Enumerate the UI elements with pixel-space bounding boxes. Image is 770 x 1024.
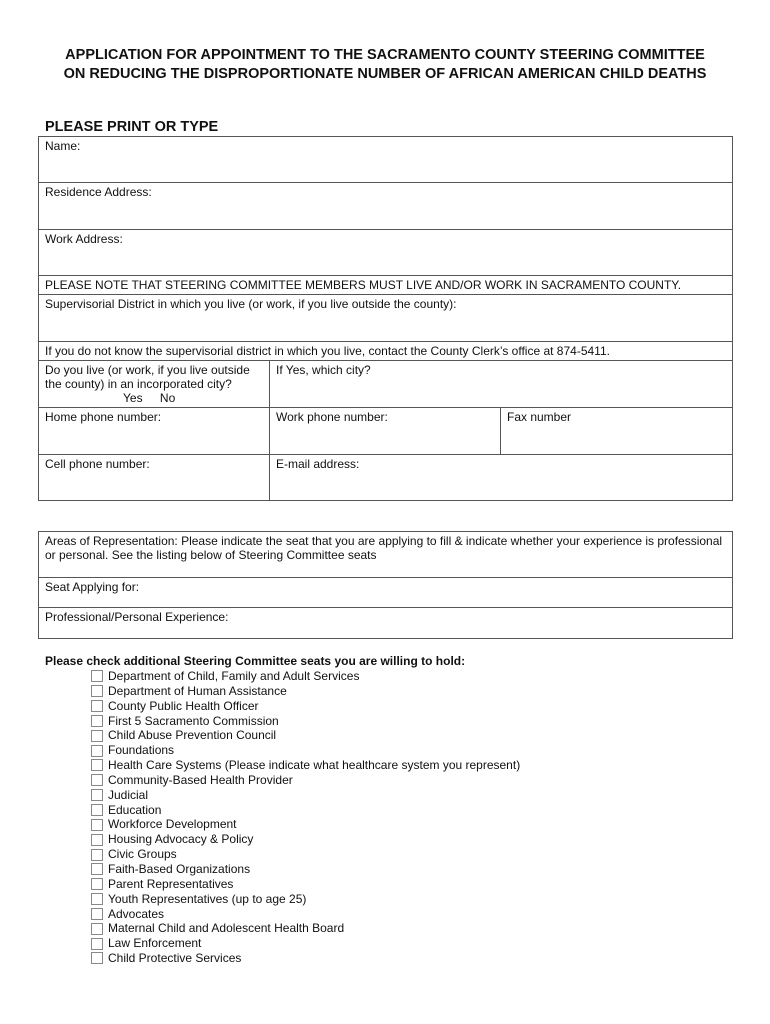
home-phone-label: Home phone number: xyxy=(45,410,162,424)
work-phone-label: Work phone number: xyxy=(276,410,388,424)
seat-option-label: Foundations xyxy=(108,743,175,758)
seat-option-label: Civic Groups xyxy=(108,847,177,862)
seat-option xyxy=(91,936,520,951)
supervisorial-district-field[interactable] xyxy=(39,295,733,342)
seat-option-label: Department of Human Assistance xyxy=(108,683,287,698)
residency-note: PLEASE NOTE THAT STEERING COMMITTEE MEMBERS MUST LIVE AND/OR WORK IN SACRAMENTO COUNTY. xyxy=(39,276,733,295)
additional-seats-list xyxy=(91,669,520,966)
seat-option xyxy=(91,907,520,922)
seat-option xyxy=(91,862,520,877)
seat-checkbox[interactable] xyxy=(91,923,103,935)
seat-option-label: Housing Advocacy & Policy xyxy=(108,832,254,847)
work-phone-field[interactable] xyxy=(270,408,501,455)
title-line-1: APPLICATION FOR APPOINTMENT TO THE SACRAMENTO COUNTY STEERING COMMITTEE xyxy=(65,47,705,63)
seat-option-label: Parent Representatives xyxy=(108,876,234,891)
seat-option xyxy=(91,669,520,684)
seat-checkbox[interactable] xyxy=(91,878,103,890)
seat-checkbox[interactable] xyxy=(91,952,103,964)
seat-checkbox[interactable] xyxy=(91,819,103,831)
email-label: E-mail address: xyxy=(276,457,360,471)
title-line-2: ON REDUCING THE DISPROPORTIONATE NUMBER OF AFRICAN AMERICAN CHILD DEATHS xyxy=(63,66,707,82)
seat-checkbox[interactable] xyxy=(91,893,103,905)
email-field[interactable] xyxy=(270,455,733,501)
seat-option xyxy=(91,921,520,936)
seat-checkbox[interactable] xyxy=(91,759,103,771)
seat-checkbox[interactable] xyxy=(91,863,103,875)
seat-checkbox[interactable] xyxy=(91,908,103,920)
seat-option xyxy=(91,699,520,714)
seat-applying-label: Seat Applying for: xyxy=(45,580,140,594)
seat-option-label: Faith-Based Organizations xyxy=(108,861,251,876)
seat-option xyxy=(91,773,520,788)
seat-option xyxy=(91,743,520,758)
seat-option-label: Education xyxy=(108,802,162,817)
cell-phone-label: Cell phone number: xyxy=(45,457,150,471)
seat-option-label: Judicial xyxy=(108,787,149,802)
seat-option xyxy=(91,684,520,699)
seat-checkbox[interactable] xyxy=(91,849,103,861)
print-instruction: PLEASE PRINT OR TYPE xyxy=(45,119,219,135)
seat-option xyxy=(91,758,520,773)
seat-checkbox[interactable] xyxy=(91,804,103,816)
seat-option-label: Workforce Development xyxy=(108,817,237,832)
supervisorial-district-label: Supervisorial District in which you live (or work, if you live outside the county): xyxy=(45,297,457,311)
fax-field[interactable] xyxy=(501,408,733,455)
seat-option-label: Youth Representatives (up to age 25) xyxy=(108,891,307,906)
experience-field[interactable] xyxy=(39,608,733,639)
incorporated-city-question xyxy=(39,361,270,408)
additional-seats-title: Please check additional Steering Committee seats you are willing to hold: xyxy=(45,654,466,668)
seat-checkbox[interactable] xyxy=(91,670,103,682)
seat-option-label: Community-Based Health Provider xyxy=(108,772,293,787)
applicant-info-table xyxy=(38,136,733,501)
seat-applying-field[interactable] xyxy=(39,578,733,608)
seat-checkbox[interactable] xyxy=(91,834,103,846)
residence-address-field[interactable] xyxy=(39,183,733,230)
seat-checkbox[interactable] xyxy=(91,938,103,950)
seat-option-label: Law Enforcement xyxy=(108,936,202,951)
residence-address-label: Residence Address: xyxy=(45,185,152,199)
seat-option xyxy=(91,847,520,862)
district-help-note: If you do not know the supervisorial district in which you live, contact the County Clerk’s office at 874-5411. xyxy=(39,342,733,361)
seat-checkbox[interactable] xyxy=(91,789,103,801)
seat-option xyxy=(91,951,520,966)
seat-option-label: Child Protective Services xyxy=(108,951,242,966)
seat-option xyxy=(91,803,520,818)
name-field[interactable] xyxy=(39,137,733,183)
yes-option[interactable]: Yes xyxy=(123,391,143,405)
seat-option xyxy=(91,714,520,729)
city-label: If Yes, which city? xyxy=(276,363,371,377)
seat-checkbox[interactable] xyxy=(91,774,103,786)
seat-checkbox[interactable] xyxy=(91,685,103,697)
seat-option xyxy=(91,877,520,892)
no-option[interactable]: No xyxy=(159,391,176,405)
home-phone-field[interactable] xyxy=(39,408,270,455)
work-address-field[interactable] xyxy=(39,230,733,276)
city-field[interactable] xyxy=(270,361,733,408)
cell-phone-field[interactable] xyxy=(39,455,270,501)
seat-option-label: Maternal Child and Adolescent Health Board xyxy=(108,921,345,936)
seat-option xyxy=(91,832,520,847)
form-title xyxy=(0,46,770,84)
seat-option xyxy=(91,817,520,832)
seat-option-label: County Public Health Officer xyxy=(108,698,259,713)
experience-label: Professional/Personal Experience: xyxy=(45,610,229,624)
seat-option-label: Advocates xyxy=(108,906,165,921)
work-address-label: Work Address: xyxy=(45,232,123,246)
seat-checkbox[interactable] xyxy=(91,715,103,727)
seat-option xyxy=(91,892,520,907)
name-label: Name: xyxy=(45,139,81,153)
incorporated-city-label: Do you live (or work, if you live outside the county) in an incorporated city? xyxy=(45,363,250,391)
seat-option-label: Health Care Systems (Please indicate what healthcare system you represent) xyxy=(108,758,521,773)
seat-checkbox[interactable] xyxy=(91,730,103,742)
seat-option xyxy=(91,788,520,803)
areas-of-representation: Areas of Representation: Please indicate the seat that you are applying to fill & indicate whether your experience is professional or personal. See the listing below of Steering Committee seats xyxy=(39,532,733,578)
seat-checkbox[interactable] xyxy=(91,745,103,757)
seat-option-label: Child Abuse Prevention Council xyxy=(108,728,277,743)
fax-label: Fax number xyxy=(507,410,572,424)
seat-option xyxy=(91,728,520,743)
representation-table xyxy=(38,531,733,639)
seat-checkbox[interactable] xyxy=(91,700,103,712)
seat-option-label: First 5 Sacramento Commission xyxy=(108,713,279,728)
seat-option-label: Department of Child, Family and Adult Services xyxy=(108,669,360,683)
